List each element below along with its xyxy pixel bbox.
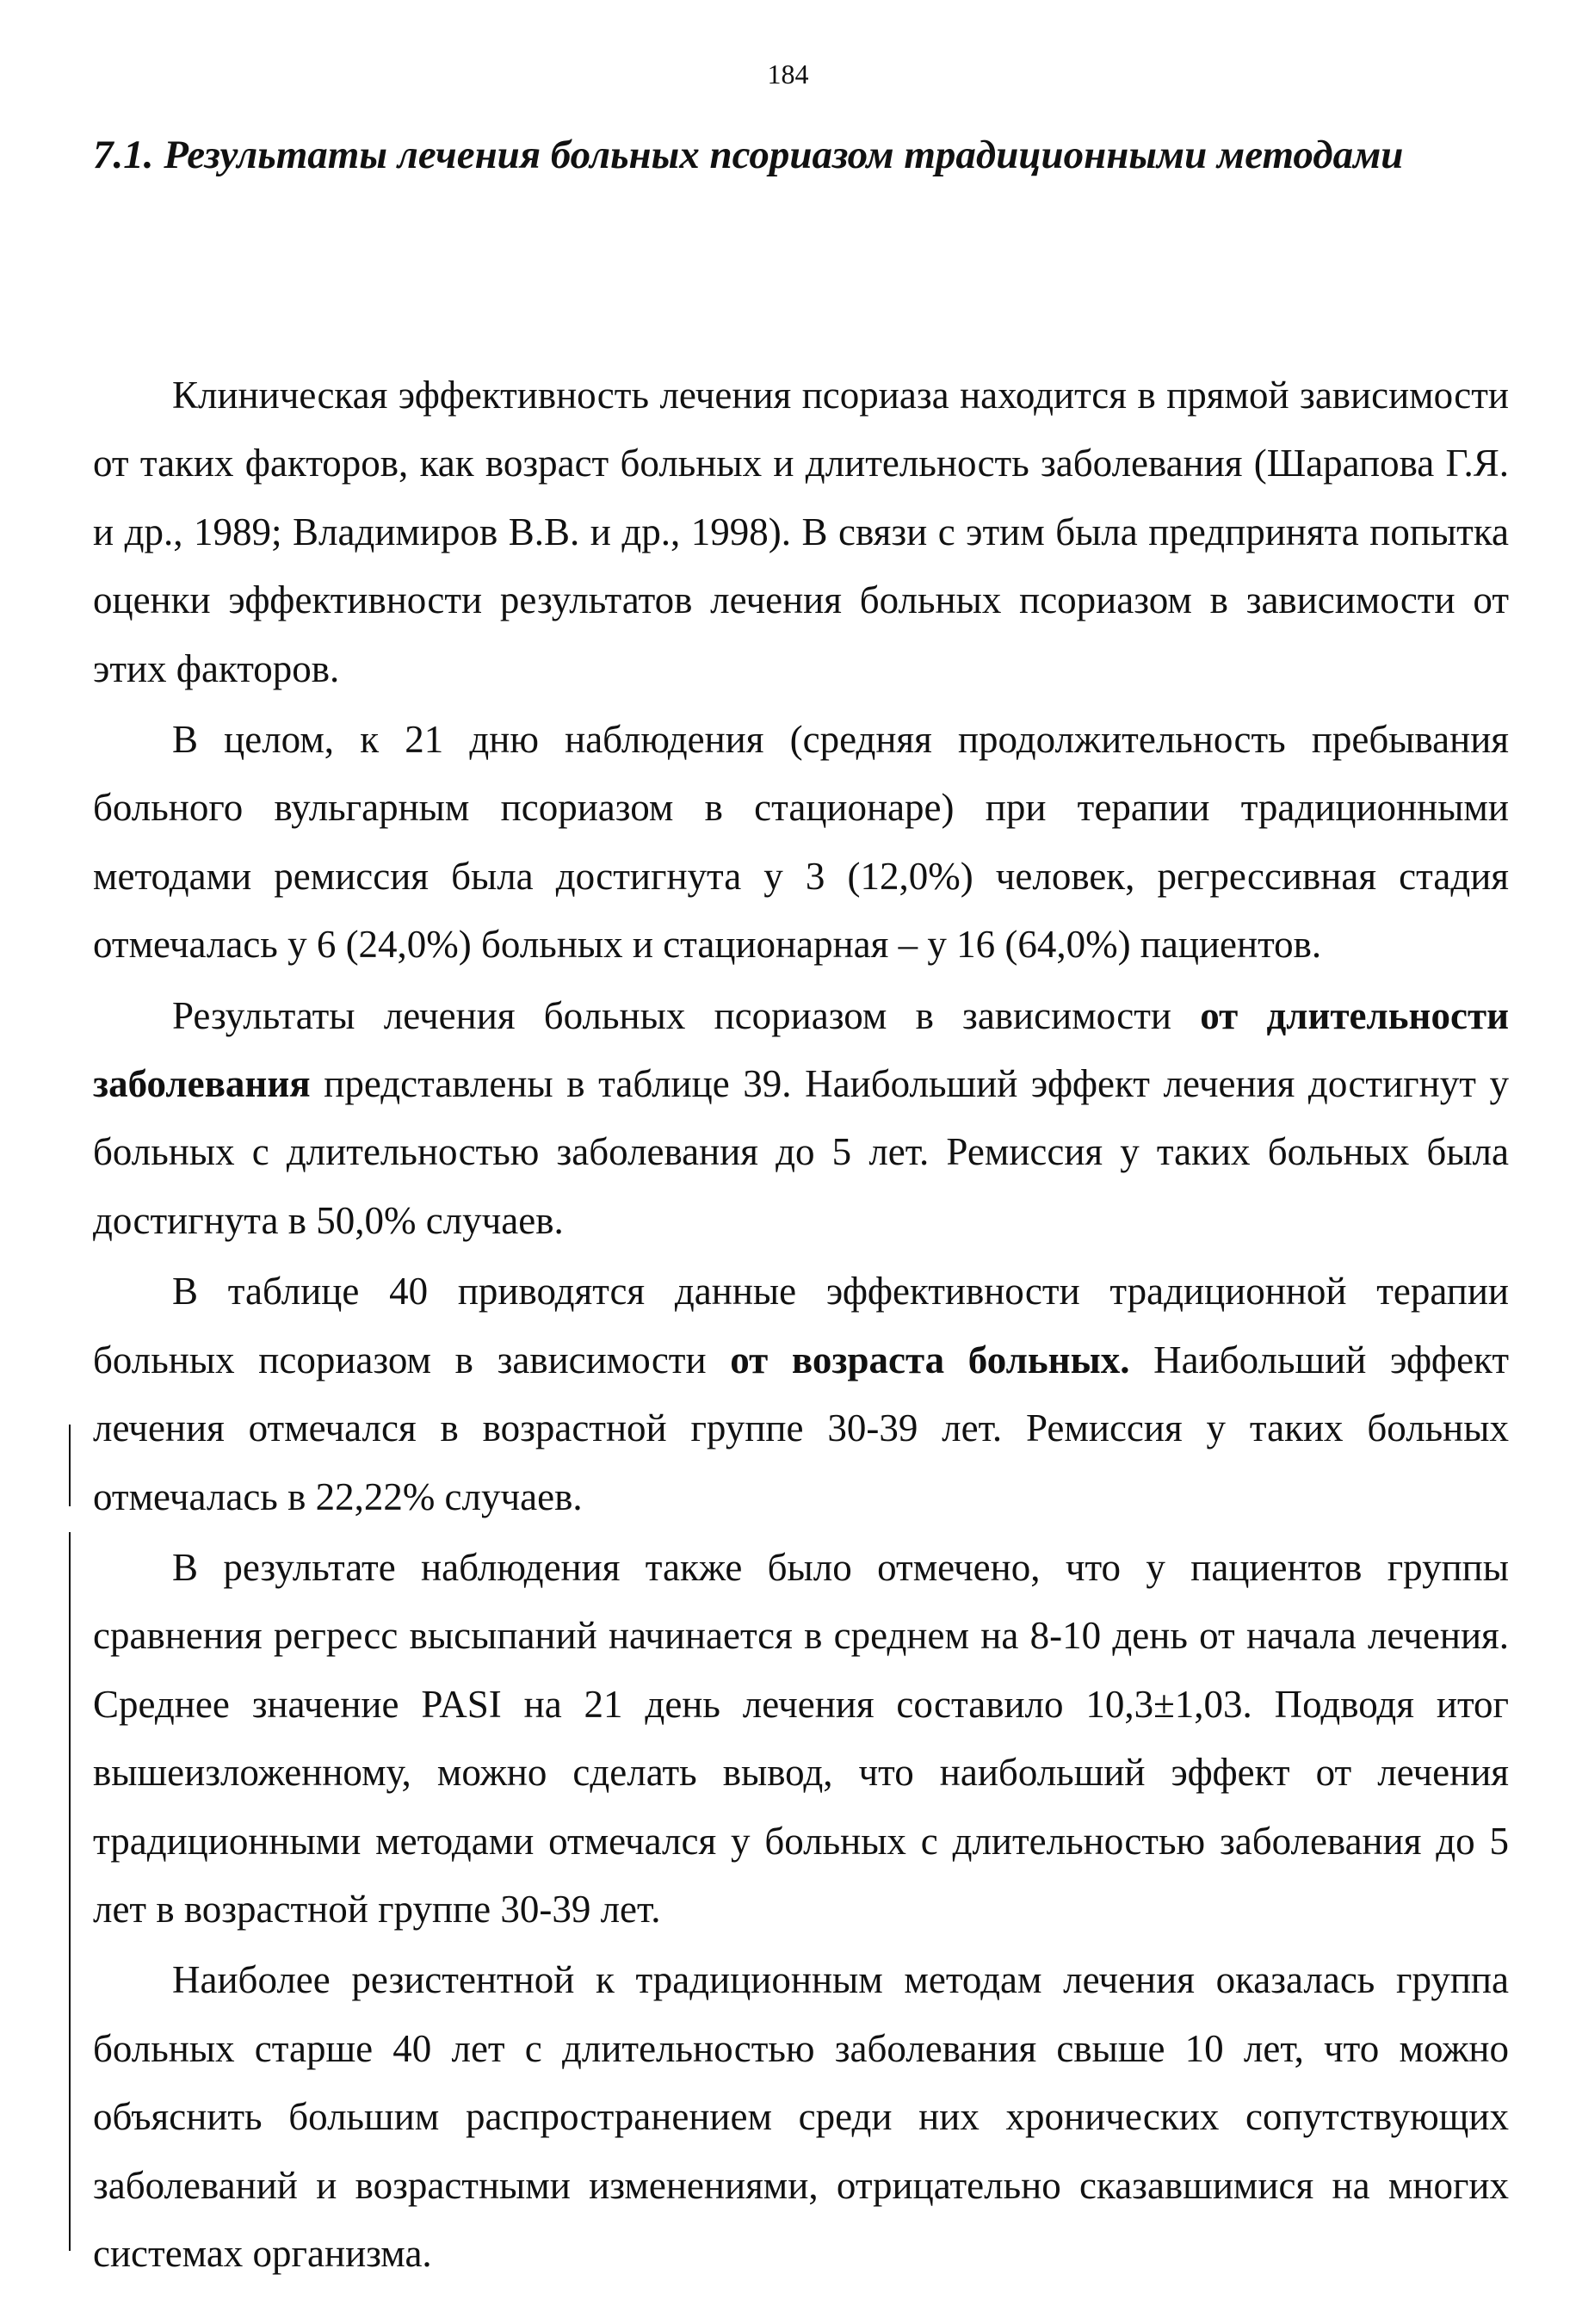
paragraph-overall-results: В целом, к 21 дню наблюдения (средняя продолжительность пребывания больного вульгарным псориазом в стационаре) при терапии традиционными методами ремиссия была достигнута у 3 (12,0%) человек, регрессивная стадия отмечалась у 6 (24,0%) больных и стационарная – у 16 (64,0%) пациентов.: [93, 718, 1509, 967]
paragraph-text: Наибольший эффект лечения отмечался в возрастной группе 30-39 лет. Ремиссия у таких больных отмечалась в 22,22% случаев.: [93, 1338, 1509, 1518]
paragraph-disease-duration: [93, 982, 1509, 1256]
emphasis-text: от возраста больных.: [730, 1338, 1130, 1381]
paragraph-text: Результаты лечения больных псориазом в зависимости: [172, 993, 1201, 1037]
paragraph-factors: Клиническая эффективность лечения псориаза находится в прямой зависимости от таких факторов, как возраст больных и длительность заболевания (Шарапова Г.Я. и др., 1989; Владимиров В.В. и др., 1998). В связи с этим была предпринята попытка оценки эффективности результатов лечения больных псориазом в зависимости от этих факторов.: [93, 374, 1509, 690]
body-text: [93, 362, 1509, 2290]
margin-line: [69, 1532, 71, 2251]
margin-line: [69, 1425, 71, 1506]
emphasis-text: от длительности заболевания: [93, 993, 1509, 1106]
paragraph-text: представлены в таблице 39. Наибольший эффект лечения достигнут у больных с длительностью заболевания до 5 лет. Ремиссия у таких больных была достигнута в 50,0% случаев.: [93, 1062, 1509, 1242]
paragraph-patient-age: [93, 1258, 1509, 1531]
section-heading: 7.1. Результаты лечения больных псориазом традиционными методами: [93, 133, 1404, 177]
paragraph-pasi-summary: В результате наблюдения также было отмечено, что у пациентов группы сравнения регресс высыпаний начинается в среднем на 8-10 день от начала лечения. Среднее значение PASI на 21 день лечения составило 10,3±1,03. Подводя итог вышеизложенному, можно сделать вывод, что наибольший эффект от лечения традиционными методами отмечался у больных с длительностью заболевания до 5 лет в возрастной группе 30-39 лет.: [93, 1545, 1509, 1931]
paragraph-resistant-group: Наиболее резистентной к традиционным методам лечения оказалась группа больных старше 40 лет с длительностью заболевания свыше 10 лет, что можно объяснить большим распространением среди них хронических сопутствующих заболеваний и возрастными изменениями, отрицательно сказавшимися на многих системах организма.: [93, 1958, 1509, 2275]
paragraph-text: В таблице 40 приводятся данные эффективности традиционной терапии больных псориазом в зависимости: [93, 1270, 1509, 1381]
page-number: 184: [767, 59, 809, 90]
